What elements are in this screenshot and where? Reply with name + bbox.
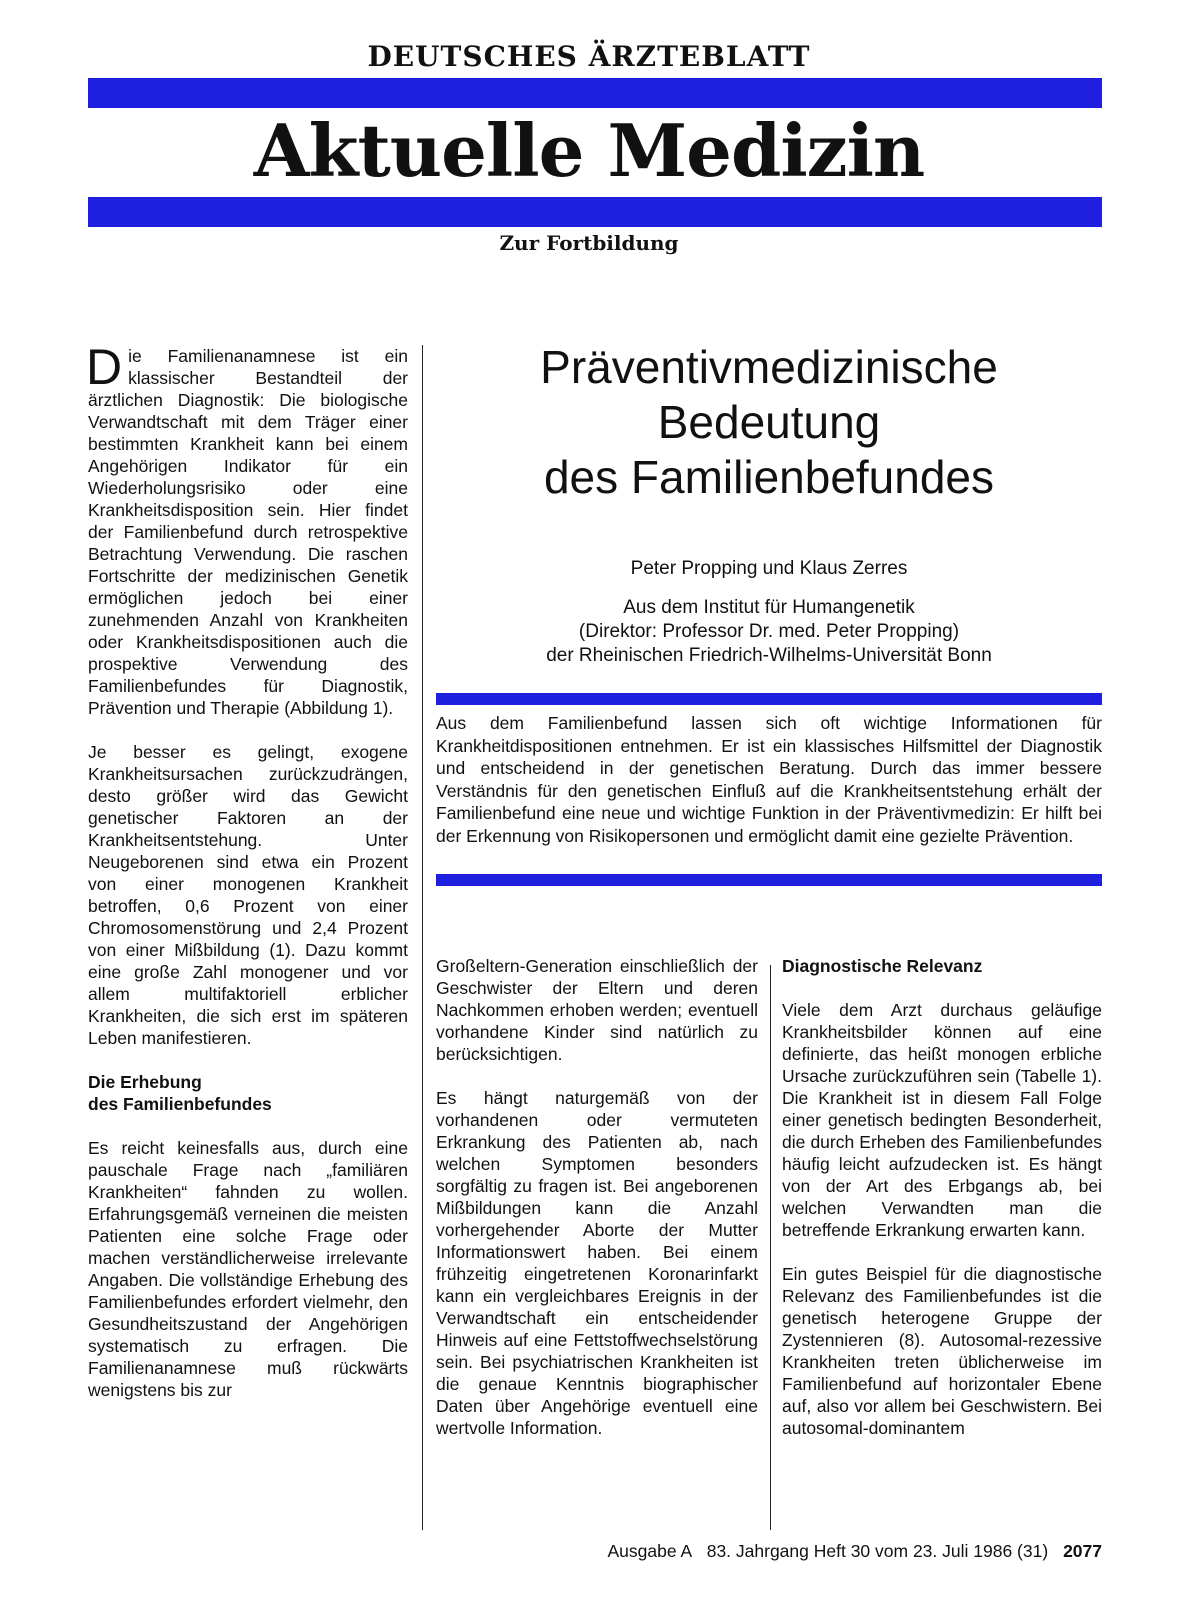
article-title: [436, 340, 1102, 505]
intro-paragraph: [86, 339, 408, 719]
heading-line: Die Erhebung: [88, 1072, 202, 1092]
column-divider: [422, 345, 423, 1530]
paragraph: Je besser es gelingt, exogene Krankheitsursachen zurückzudrängen, desto größer wird das Gewicht genetischer Faktoren an der Krankheitsentstehung. Unter Neugeborenen sind etwa ein Prozent von einer monogenen Krankheit betroffen, 0,6 Prozent von einer Chromosomenstörung und 2,4 Prozent von einer Mißbildung (1). Dazu kommt eine große Zahl monogener und vor allem multifaktoriell erblicher Krankheiten, die sich erst im späteren Leben manifestieren.: [88, 742, 408, 1048]
paragraph: Ein gutes Beispiel für die diagnostische Relevanz des Familienbefundes ist die genetisch heterogene Gruppe der Zystennieren (8). Autosomal-rezessive Krankheiten treten üblicherweise im Familienbefund auf horizontaler Ebene auf, also vor allem bei Geschwistern. Bei autosomal-dominantem: [782, 1264, 1102, 1438]
affiliation-line: (Direktor: Professor Dr. med. Peter Propping): [578, 621, 960, 642]
column-divider: [770, 965, 771, 1530]
issue-info: 83. Jahrgang Heft 30 vom 23. Juli 1986 (31): [706, 1541, 1049, 1561]
page-footer: [88, 1539, 1102, 1563]
article-authors: Peter Propping und Klaus Zerres: [630, 558, 908, 579]
text-column-2: [436, 955, 758, 1461]
drop-cap: D: [86, 339, 123, 395]
abstract-bar-bottom: [436, 874, 1102, 886]
section-heading-relevanz: Diagnostische Relevanz: [782, 956, 983, 976]
section-heading-erhebung: [88, 1071, 408, 1115]
paragraph: Es reicht keinesfalls aus, durch eine pauschale Frage nach „familiären Krankheiten“ fahnden zu wollen. Erfahrungsgemäß verneinen die meisten Patienten eine solche Frage oder machen verständlicherweise irrelevante Angaben. Die vollständige Erhebung des Familienbefundes erfordert vielmehr, den Gesundheitszustand der Angehörigen systematisch zu erfragen. Die Familienanamnese muß rückwärts wenigstens bis zur: [88, 1138, 408, 1400]
author-affiliation: [436, 596, 1102, 668]
journal-masthead: DEUTSCHES ÄRZTEBLATT: [367, 40, 811, 73]
paragraph: Viele dem Arzt durchaus geläufige Krankheitsbilder können auf eine definierte, das heißt monogen erbliche Ursache zurückzuführen sein (Tabelle 1). Die Krankheit ist in diesem Fall Folge einer genetisch bedingten Besonderheit, die durch Erheben des Familienbefundes häufig leicht aufzudecken ist. Es hängt von der Art des Erbgangs ab, bei welchen Verwandten man die betreffende Erkrankung erwarten kann.: [782, 1000, 1102, 1240]
subsection-label: Zur Fortbildung: [499, 231, 679, 255]
affiliation-line: Aus dem Institut für Humangenetik: [623, 597, 915, 618]
page-number: 2077: [1063, 1541, 1102, 1561]
title-line: Präventivmedizinische: [540, 341, 998, 393]
section-title: Aktuelle Medizin: [253, 108, 925, 193]
edition-label: Ausgabe A: [607, 1541, 693, 1561]
intro-text: ie Familienanamnese ist ein klassischer Bestandteil der ärztlichen Diagnostik: Die biologische Verwandtschaft mit dem Träger einer bestimmten Krankheit kann bei einem Angehörigen Indikator für ein Wiederholungsrisiko oder eine Krankheitsdisposition sein. Hier findet der Familienbefund durch retrospektive Betrachtung Verwendung. Die raschen Fortschritte der medizinischen Genetik ermöglichen jedoch bei einer zunehmenden Anzahl von Krankheiten oder Krankheitsdispositionen auch die prospektive Verwendung des Familienbefundes für Diagnostik, Prävention und Therapie (Abbildung 1).: [88, 346, 408, 718]
article-abstract: Aus dem Familienbefund lassen sich oft wichtige Informationen für Krankheitdispositionen entnehmen. Er ist ein klassisches Hilfsmittel der Diagnostik und entscheidend in der genetischen Beratung. Durch das immer bessere Verständnis für den genetischen Einfluß auf die Krankheitsentstehung erhält der Familienbefund eine neue und wichtige Funktion in der Präventivmedizin: Er hilft bei der Erkennung von Risikopersonen und ermöglicht damit eine gezielte Prävention.: [436, 713, 1102, 846]
masthead-bar-bottom: [88, 197, 1102, 227]
title-line: Bedeutung: [657, 396, 881, 448]
text-column-1: [86, 339, 408, 1423]
paragraph: Großeltern-Generation einschließlich der Geschwister der Eltern und deren Nachkommen erhoben werden; eventuell vorhandene Kinder sind natürlich zu berücksichtigen.: [436, 956, 758, 1064]
heading-line: des Familienbefundes: [88, 1094, 272, 1114]
affiliation-line: der Rheinischen Friedrich-Wilhelms-Universität Bonn: [546, 645, 992, 666]
abstract-bar-top: [436, 693, 1102, 705]
text-column-3: [782, 955, 1102, 1461]
masthead-bar-top: [88, 78, 1102, 108]
title-line: des Familienbefundes: [543, 451, 995, 503]
paragraph: Es hängt naturgemäß von der vorhandenen oder vermuteten Erkrankung des Patienten ab, nach welchen Symptomen besonders sorgfältig zu fragen ist. Bei angeborenen Mißbildungen kann die Anzahl vorhergehender Aborte der Mutter Informationswert haben. Bei einem frühzeitig eingetretenen Koronarinfarkt kann ein vergleichbares Ereignis in der Verwandtschaft ein entscheidender Hinweis auf eine Fettstoffwechselstörung sein. Bei psychiatrischen Krankheiten ist die genaue Kenntnis biographischer Daten über Angehörige eventuell eine wertvolle Information.: [436, 1088, 758, 1438]
